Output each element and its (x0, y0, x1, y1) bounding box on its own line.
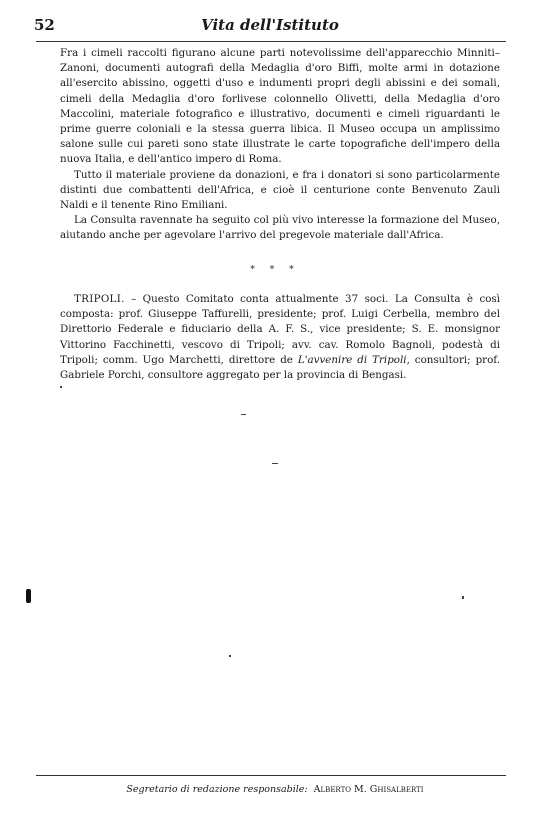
section-separator: * * * (250, 265, 300, 275)
paragraph-tripoli (60, 292, 500, 383)
page-number: 52 (34, 16, 55, 34)
tripoli-heading: TRIPOLI. (74, 293, 125, 305)
tripoli-section (60, 292, 500, 383)
newspaper-title: L'avvenire di Tripoli (297, 353, 407, 366)
print-speck (229, 655, 231, 657)
paragraph-cimeli: Fra i cimeli raccolti figurano alcune parti notevolissime dell'apparecchio Minniti–Zanoni, documenti autografi della Medaglia d'oro Biffi, molte armi in dotazione all'esercito abissino, oggetti d'uso e indumenti propri degli abissini e dei somali, cimeli della Medaglia d'oro forlivese colonnello Olivetti, della Medaglia d'oro Maccolini, materiale fotografico e illustrativo, documenti e cimeli riguardanti le prime guerre coloniali e la stessa guerra libica. Il Museo occupa un amplissimo salone sulle cui pareti sono state illustrate le carte topografiche dell'impero della nuova Italia, e dell'antico impero di Roma. (60, 47, 500, 166)
print-speck (26, 589, 31, 603)
print-speck (60, 386, 62, 388)
print-speck (241, 414, 246, 415)
running-title: Vita dell'Istituto (201, 16, 339, 34)
page-header (34, 14, 506, 38)
footer-name: Alberto M. Ghisalberti (313, 784, 424, 795)
paragraph-donations: Tutto il materiale proviene da donazioni, e fra i donatori si sono particolarmente distinti due combattenti dell'Africa, e cioè il centurione conte Benvenuto Zauli Naldi e il tenente Rino Emiliani. (60, 168, 500, 212)
footer-role: Segretario di redazione responsabile: (126, 784, 308, 795)
footer-rule (36, 775, 506, 776)
print-speck (462, 596, 464, 599)
page-footer (0, 784, 550, 795)
paragraph-consulta: La Consulta ravennate ha seguito col più vivo interesse la formazione del Museo, aiutando anche per agevolare l'arrivo del pregevole materiale dall'Africa. (60, 214, 500, 242)
museum-section (60, 46, 500, 244)
print-speck (272, 463, 278, 464)
tripoli-text-part1: – Questo Comitato conta attualmente 37 soci. La Consulta è così composta: prof. Giuseppe Taffurelli, presidente; prof. Luigi Cerbella, membro del Direttorio Federale e fiduciario della A. F. S., vice presidente; S. E. monsignor Vittorino Facchinetti, vescovo di Tripoli; avv. cav. Romolo Bagnoli, podestà di Tripoli; comm. Ugo Marchetti, direttore de (60, 293, 500, 366)
header-rule (36, 41, 506, 42)
tripoli-text-part2: , consultori; prof. Gabriele Porchi, consultore aggregato per la provincia di Bengasi. (60, 353, 500, 382)
